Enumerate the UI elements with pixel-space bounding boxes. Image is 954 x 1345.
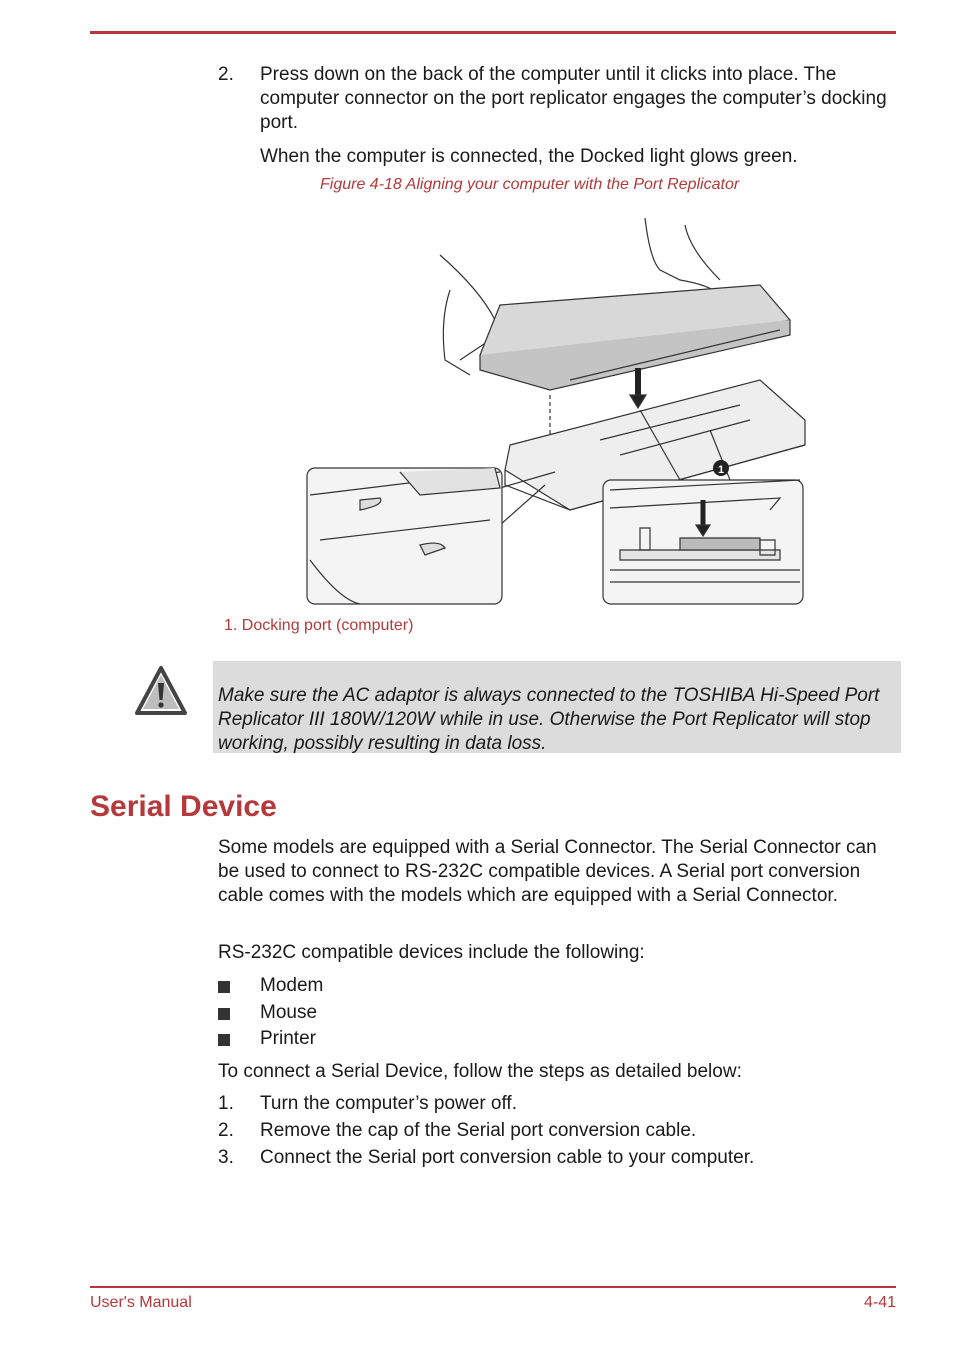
list-item: Mouse [260,1002,318,1023]
figure-caption: Figure 4-18 Aligning your computer with the Port Replicator [320,176,740,193]
section-title: Serial Device [90,790,277,823]
step-note: When the computer is connected, the Docked light glows green. [260,146,798,167]
devices-intro: RS-232C compatible devices include the following: [218,942,645,963]
callout-number: 1 [717,464,725,476]
step-text: Connect the Serial port conversion cable to your computer. [260,1147,755,1168]
step-text: Remove the cap of the Serial port conversion cable. [260,1120,697,1141]
step-number: 2. [218,1120,234,1141]
bullet-icon [218,1034,230,1046]
steps-intro: To connect a Serial Device, follow the steps as detailed below: [218,1061,742,1082]
step-number: 1. [218,1093,234,1114]
warning-text: Make sure the AC adaptor is always connected to the TOSHIBA Hi-Speed Port Replicator III 180W/120W while in use. Otherwise the Port Replicator will stop working, possibly resulting in data loss. [218,685,880,754]
page-number: 4-41 [863,1294,896,1311]
bullet-icon [218,1008,230,1020]
step-number: 2. [218,64,234,85]
footer-title: User's Manual [90,1294,192,1311]
figure-legend: 1. Docking port (computer) [224,617,414,634]
step-text: Turn the computer’s power off. [260,1093,517,1114]
docking-illustration [300,210,810,610]
list-item: Printer [260,1028,316,1049]
warning-triangle-icon [134,665,188,717]
list-item: Modem [260,975,324,996]
step-number: 3. [218,1147,234,1168]
bullet-icon [218,981,230,993]
step-text: Press down on the back of the computer until it clicks into place. The computer connector on the port replicator engages the computer’s docking port. [260,64,887,133]
section-intro: Some models are equipped with a Serial Connector. The Serial Connector can be used to connect to RS-232C compatible devices. A Serial port conversion cable comes with the models which are equipped with a Serial Connector. [218,837,877,906]
header-rule [90,31,896,34]
footer-rule [90,1286,896,1288]
